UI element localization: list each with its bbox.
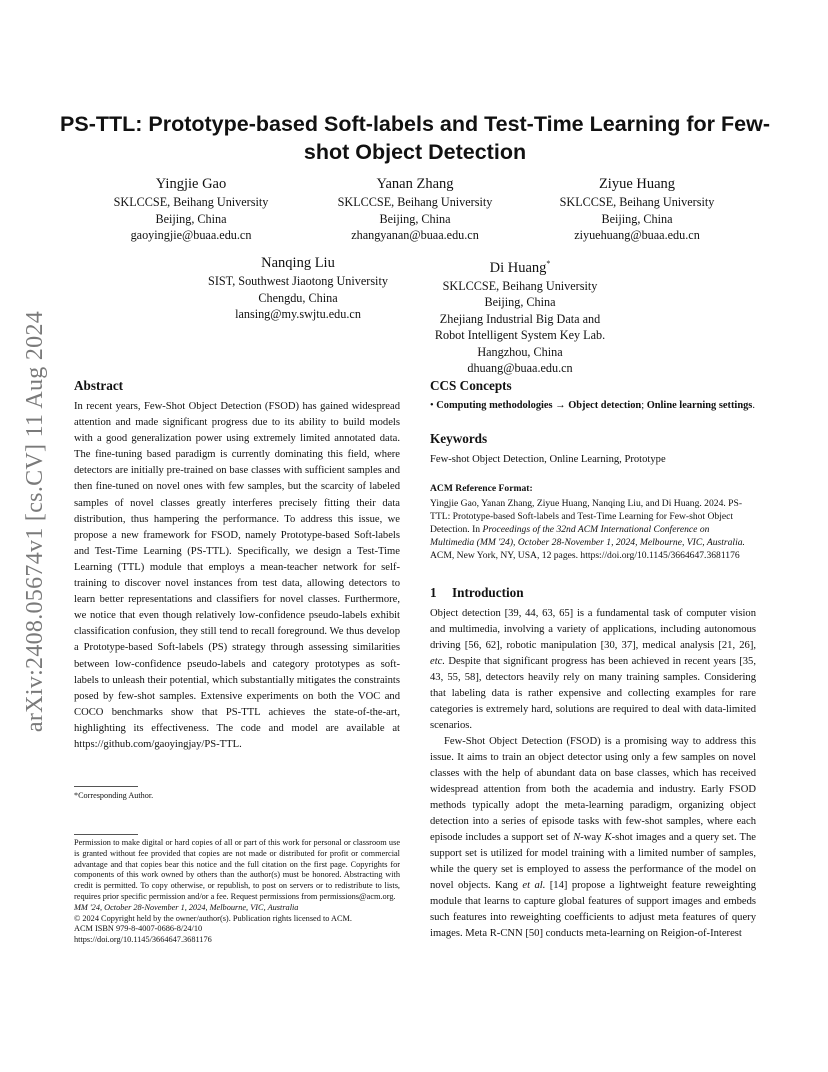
acm-reference-authors: Yingjie Gao, Yanan Zhang, Ziyue Huang, Nanqing Liu, and Di Huang. 2024. PS-TTL: Prototype-based Soft-labels and Test-Time Learning for Few-shot Object Detection. In bbox=[430, 497, 743, 535]
section-number: 1 bbox=[430, 584, 437, 600]
acm-reference-text bbox=[430, 497, 756, 562]
copyright-line: © 2024 Copyright held by the owner/author(s). Publication rights licensed to ACM. bbox=[74, 913, 352, 923]
corresponding-mark: * bbox=[546, 259, 551, 268]
ccs-text bbox=[430, 399, 756, 414]
ccs-arrow: → bbox=[555, 400, 566, 411]
author-location: Hangzhou, China bbox=[477, 344, 563, 359]
author-affiliation: SKLCCSE, Beihang University bbox=[337, 195, 493, 209]
author-location: Beijing, China bbox=[379, 211, 451, 226]
intro-text: [14] propose a lightweight feature reweighting module that learns to capture global features of support images and embeds such features into reweighting coefficients to adjust meta features of query images. Meta R-CNN [50] conducts meta-learning on Reigion-of-Interest bbox=[430, 879, 756, 939]
intro-paragraph bbox=[430, 734, 756, 942]
keywords-text: Few-shot Object Detection, Online Learning, Prototype bbox=[430, 453, 666, 465]
author-block bbox=[532, 175, 742, 244]
intro-text: Object detection [39, 44, 63, 65] is a fundamental task of computer vision and multimedia, involving a variety of applications, including autonomous driving [56, 62], robotic manipulation [30, 37], medical analysis [21, 26], bbox=[430, 607, 756, 651]
ccs-end: . bbox=[752, 400, 755, 411]
author-affiliation: SKLCCSE, Beihang University bbox=[559, 195, 715, 209]
keywords-heading: Keywords bbox=[430, 430, 488, 446]
author-affiliation: SKLCCSE, Beihang University bbox=[442, 278, 598, 293]
permission-rule bbox=[74, 834, 138, 835]
intro-text: Despite that significant progress has been achieved in recent years [35, 43, 55, 58], detectors heavily rely on many training samples. Considering that labeling data is rather expensive and collecting examples for rare categories is extremely hard, solutions are required to deal with data-limited scenarios. bbox=[430, 655, 756, 731]
author-block bbox=[310, 175, 520, 244]
section-title: Introduction bbox=[452, 584, 524, 600]
intro-text: -way bbox=[580, 831, 605, 843]
author-name: Yanan Zhang bbox=[376, 176, 454, 192]
permission-text: Permission to make digital or hard copies of all or part of this work for personal or classroom use is granted without fee provided that copies are not made or distributed for profit or commercial advantage and that copies bear this notice and the full citation on the first page. Copyrights for components of this work owned by others than the author(s) must be honored. Abstracting with credit is permitted. To copy otherwise, or republish, to post on servers or to redistribute to lists, requires prior specific permission and/or a fee. Request permissions from permissions@acm.org. bbox=[74, 838, 400, 901]
footnote: *Corresponding Author. bbox=[74, 791, 154, 800]
author-location: Beijing, China bbox=[155, 211, 227, 226]
ccs-heading: CCS Concepts bbox=[430, 378, 512, 393]
acm-reference-heading: ACM Reference Format: bbox=[430, 482, 533, 494]
intro-paragraph bbox=[430, 606, 756, 734]
author-email: zhangyanan@buaa.edu.cn bbox=[351, 228, 479, 242]
author-email: dhuang@buaa.edu.cn bbox=[467, 361, 573, 376]
author-affiliation: Robot Intelligent System Key Lab. bbox=[434, 328, 606, 343]
intro-text: K bbox=[604, 831, 612, 843]
author-block bbox=[86, 175, 296, 244]
ccs-item: Computing methodologies bbox=[436, 400, 553, 411]
author-block bbox=[418, 254, 622, 377]
author-name: Ziyue Huang bbox=[598, 176, 676, 192]
paper-title: PS-TTL: Prototype-based Soft-labels and Test-Time Learning for Few-shot Object Detection bbox=[60, 112, 770, 164]
intro-text: Few-Shot Object Detection (FSOD) is a promising way to address this issue. It aims to train an object detector using only a few samples on novel classes with the help of abundant data on base classes, which has received widespread attention from both the academia and industry. Early FSOD methods typically adopt the meta-learning paradigm, organizing object detection into a series of episode tasks with few-shot samples, where each episode includes a support set of bbox=[430, 735, 756, 843]
introduction-heading bbox=[430, 584, 756, 602]
acm-reference bbox=[430, 482, 756, 562]
doi-line: https://doi.org/10.1145/3664647.3681176 bbox=[74, 935, 212, 945]
ccs-separator: ; bbox=[641, 400, 645, 411]
author-affiliation: Zhejiang Industrial Big Data and bbox=[439, 311, 601, 326]
author-affiliation: SKLCCSE, Beihang University bbox=[113, 195, 269, 209]
abstract-heading: Abstract bbox=[74, 378, 124, 393]
conference-line: MM '24, October 28-November 1, 2024, Melbourne, VIC, Australia bbox=[74, 902, 299, 912]
ccs-item: Online learning settings bbox=[646, 400, 753, 411]
author-location: Beijing, China bbox=[601, 211, 673, 226]
intro-text: et al. bbox=[522, 879, 546, 891]
intro-text: -shot images and a query set. The support set is utilized for model training with a limited number of samples, while the query set is employed to assess the performance of the model on novel objects. Kang bbox=[430, 831, 756, 891]
introduction-section bbox=[430, 584, 756, 942]
author-email: ziyuehuang@buaa.edu.cn bbox=[574, 228, 700, 242]
author-name: Nanqing Liu bbox=[261, 255, 335, 271]
author-email: lansing@my.swjtu.edu.cn bbox=[235, 307, 361, 321]
ccs-bullet: • bbox=[430, 400, 434, 411]
author-email: gaoyingjie@buaa.edu.cn bbox=[130, 228, 252, 242]
footnote-rule bbox=[74, 786, 138, 787]
author-affiliation: SIST, Southwest Jiaotong University bbox=[208, 274, 388, 288]
acm-reference-venue: Proceedings of the 32nd ACM International Conference on Multimedia (MM '24), October 28-November 1, 2024, Melbourne, VIC, Australia. bbox=[430, 523, 745, 548]
author-location: Chengdu, China bbox=[258, 290, 338, 305]
intro-text: N bbox=[573, 831, 581, 843]
isbn-line: ACM ISBN 979-8-4007-0686-8/24/10 bbox=[74, 924, 203, 934]
ccs-item: Object detection bbox=[568, 400, 642, 411]
acm-reference-tail: ACM, New York, NY, USA, 12 pages. https://doi.org/10.1145/3664647.3681176 bbox=[430, 549, 740, 561]
abstract-text: In recent years, Few-Shot Object Detection (FSOD) has gained widespread attention and made significant progress due to its ability to build models with a good generalization power using extremely limited annotated data. The fine-tuning based paradigm is currently dominating this field, where detectors are initially pre-trained on base classes with sufficient samples and then fine-tuned on novel ones with few samples, but the scarcity of labeled samples of novel classes greatly interferes precisely fitting their data distribution, thus hampering the performance. To address this issue, we propose a new framework for FSOD, namely Prototype-based Soft-labels and Test-Time Learning (PS-TTL). Specifically, we design a Test-Time Learning (TTL) module that employs a mean-teacher network for self-training to discover novel instances from test data, allowing detectors to learn better representations and classifiers for novel classes. Furthermore, we notice that even though relatively low-confidence pseudo-labels exhibit classification confusion, they still tend to recall foreground. We thus develop a Prototype-based Soft-labels (PS) strategy through assessing similarities between low-confidence pseudo-labels and category prototypes as soft-labels to unleash their potential, which substantially mitigates the constraints posed by few-shot samples. Extensive experiments on both the VOC and COCO benchmarks show that PS-TTL achieves the state-of-the-art, highlighting its effectiveness. The code and model are available at https://github.com/gaoyingjay/PS-TTL. bbox=[74, 401, 400, 750]
abstract-section bbox=[74, 377, 400, 753]
arxiv-stamp: arXiv:2408.05674v1 [cs.CV] 11 Aug 2024 bbox=[22, 310, 49, 732]
intro-text: etc. bbox=[430, 655, 445, 667]
author-location: Beijing, China bbox=[484, 295, 556, 310]
author-block bbox=[182, 254, 414, 323]
author-name: Di Huang* bbox=[489, 259, 551, 276]
permission-block bbox=[74, 838, 400, 946]
right-column bbox=[430, 377, 756, 942]
author-name: Yingjie Gao bbox=[155, 176, 227, 192]
